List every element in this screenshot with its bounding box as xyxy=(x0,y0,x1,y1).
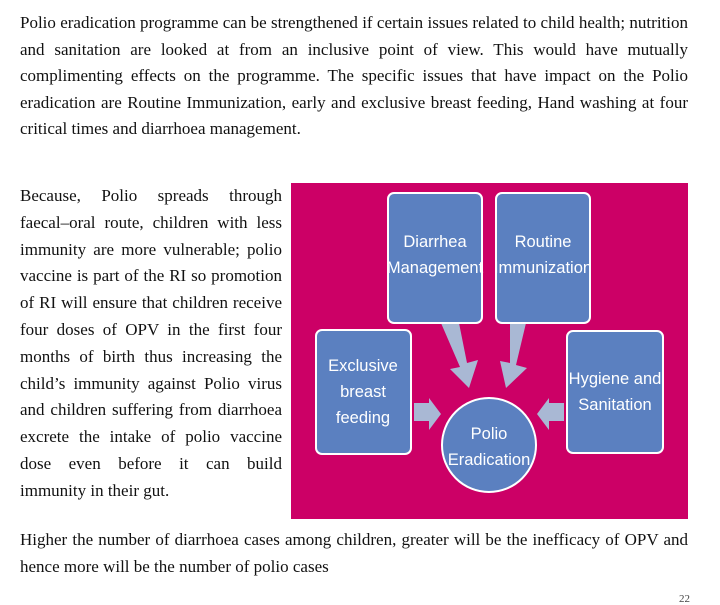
box-routine-line2: Immunization xyxy=(493,259,593,277)
box-diarrhea-line2: Management xyxy=(386,259,484,277)
box-hygiene-sanitation xyxy=(567,331,663,453)
intro-paragraph: Polio eradication programme can be strengthened if certain issues related to child health; nutrition and sanitation are looked at from an inclusive point of view. This would have mutually complimenting effects on the programme. The specific issues that have impact on the Polio eradication are Routine Immunization, early and exclusive breast feeding, Hand washing at four critical times and diarrhoea management. xyxy=(20,13,688,139)
box-routine-immunization xyxy=(494,193,592,323)
center-line1: Polio xyxy=(470,425,508,443)
side-paragraph: Because, Polio spreads through faecal–oral route, children with less immunity are more vulnerable; polio vaccine is part of the RI so promotion of RI will ensure that children receive four doses of OPV in the first four months of birth thus increasing the child’s immunity against Polio virus and children suffering from diarrhoea excrete the intake of polio vaccine dose even before it can build immunity in their gut. xyxy=(20,186,282,500)
box-hygiene-line2: Sanitation xyxy=(578,396,652,414)
box-diarrhea-line1: Diarrhea xyxy=(403,233,467,251)
box-breastfeeding-line3: feeding xyxy=(335,409,391,427)
box-hygiene-line1: Hygiene and xyxy=(568,370,662,388)
box-breastfeeding-line2: breast xyxy=(340,383,386,401)
closing-paragraph: Higher the number of diarrhoea cases among children, greater will be the inefficacy of OPV and hence more will be the number of polio cases xyxy=(20,530,688,576)
box-routine-line1: Routine xyxy=(514,233,572,251)
polio-eradication-diagram xyxy=(291,183,688,519)
page-number: 22 xyxy=(679,593,690,605)
center-line2: Eradication xyxy=(447,451,531,469)
polio-eradication-circle xyxy=(442,398,536,492)
box-exclusive-breast-feeding xyxy=(316,330,411,454)
box-breastfeeding-line1: Exclusive xyxy=(328,357,398,375)
box-diarrhea-management xyxy=(387,193,484,323)
